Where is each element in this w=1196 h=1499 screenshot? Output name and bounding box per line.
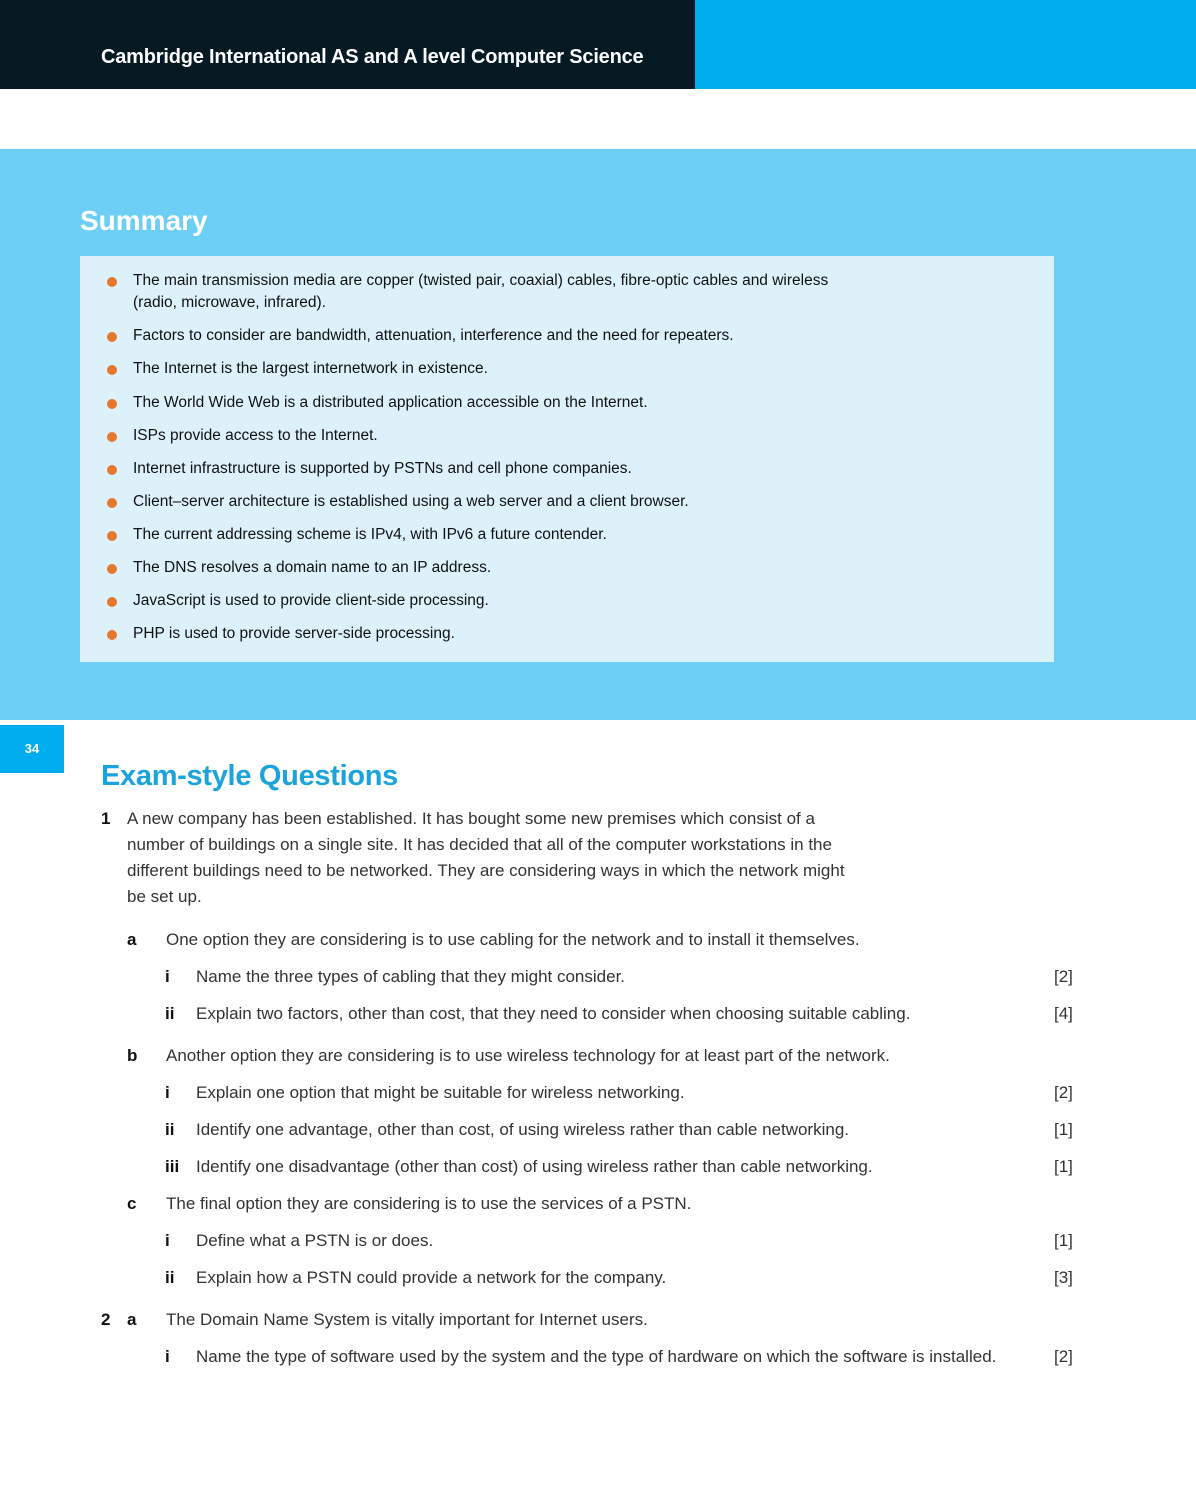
summary-item: Client–server architecture is established using a web server and a client browser. <box>107 491 867 513</box>
subpart-label: ii <box>165 1268 175 1287</box>
part-label: a <box>127 1310 137 1329</box>
page-number: 34 <box>0 725 64 773</box>
bullet-icon <box>107 564 117 574</box>
subpart-label: ii <box>165 1004 175 1023</box>
marks: [1] <box>1054 1231 1073 1250</box>
summary-box <box>80 256 1054 662</box>
subpart-text: Name the type of software used by the system and the type of hardware on which the software is installed. <box>196 1347 997 1366</box>
subpart-text: Identify one advantage, other than cost, of using wireless rather than cable networking. <box>196 1120 850 1139</box>
bullet-icon <box>107 277 117 287</box>
marks: [2] <box>1054 1083 1073 1102</box>
subpart-label: i <box>165 1347 170 1366</box>
subpart-text: Explain two factors, other than cost, that they need to consider when choosing suitable cabling. <box>196 1004 911 1023</box>
part-text: Another option they are considering is to use wireless technology for at least part of the network. <box>166 1046 890 1065</box>
subpart-text: Explain one option that might be suitable for wireless networking. <box>196 1083 685 1102</box>
part-text: The Domain Name System is vitally important for Internet users. <box>166 1310 648 1329</box>
question-number: 1 <box>101 809 111 828</box>
marks: [3] <box>1054 1268 1073 1287</box>
part-label: a <box>127 930 137 949</box>
summary-item: ISPs provide access to the Internet. <box>107 425 867 447</box>
summary-item: The main transmission media are copper (twisted pair, coaxial) cables, fibre-optic cables and wireless (radio, microwave, infrared). <box>107 270 867 314</box>
subpart-label: ii <box>165 1120 175 1139</box>
marks: [1] <box>1054 1120 1073 1139</box>
part-text: The final option they are considering is to use the services of a PSTN. <box>166 1194 692 1213</box>
marks: [2] <box>1054 967 1073 986</box>
summary-heading: Summary <box>80 205 208 236</box>
summary-item: Internet infrastructure is supported by PSTNs and cell phone companies. <box>107 458 867 480</box>
subpart-text: Name the three types of cabling that they might consider. <box>196 967 626 986</box>
marks: [2] <box>1054 1347 1073 1366</box>
marks: [4] <box>1054 1004 1073 1023</box>
summary-item: JavaScript is used to provide client-side processing. <box>107 590 867 612</box>
bullet-icon <box>107 531 117 541</box>
header-bar <box>0 0 695 89</box>
summary-item: The current addressing scheme is IPv4, with IPv6 a future contender. <box>107 524 867 546</box>
bullet-icon <box>107 630 117 640</box>
subpart-label: i <box>165 1083 170 1102</box>
exam-heading: Exam-style Questions <box>101 760 398 792</box>
subpart-text: Define what a PSTN is or does. <box>196 1231 434 1250</box>
subpart-text: Identify one disadvantage (other than cost) of using wireless rather than cable networking. <box>196 1157 873 1176</box>
subpart-label: i <box>165 1231 170 1250</box>
part-label: c <box>127 1194 137 1213</box>
part-text: One option they are considering is to use cabling for the network and to install it themselves. <box>166 930 860 949</box>
bullet-icon <box>107 432 117 442</box>
summary-item: Factors to consider are bandwidth, attenuation, interference and the need for repeaters. <box>107 325 867 347</box>
question-intro: A new company has been established. It has bought some new premises which consist of a number of buildings on a single site. It has decided that all of the computer workstations in the different buildings need to be networked. They are considering ways in which the network might be set up. <box>127 809 845 906</box>
summary-item: PHP is used to provide server-side processing. <box>107 623 867 645</box>
book-title: Cambridge International AS and A level Computer Science <box>101 46 644 68</box>
header-accent <box>695 0 1196 89</box>
question-number: 2 <box>101 1310 111 1329</box>
part-label: b <box>127 1046 138 1065</box>
summary-item: The DNS resolves a domain name to an IP address. <box>107 557 867 579</box>
summary-item: The Internet is the largest internetwork in existence. <box>107 358 867 380</box>
summary-item: The World Wide Web is a distributed application accessible on the Internet. <box>107 392 867 414</box>
bullet-icon <box>107 597 117 607</box>
bullet-icon <box>107 498 117 508</box>
bullet-icon <box>107 332 117 342</box>
bullet-icon <box>107 399 117 409</box>
bullet-icon <box>107 365 117 375</box>
subpart-label: i <box>165 967 170 986</box>
subpart-label: iii <box>165 1157 180 1176</box>
bullet-icon <box>107 465 117 475</box>
marks: [1] <box>1054 1157 1073 1176</box>
subpart-text: Explain how a PSTN could provide a network for the company. <box>196 1268 667 1287</box>
